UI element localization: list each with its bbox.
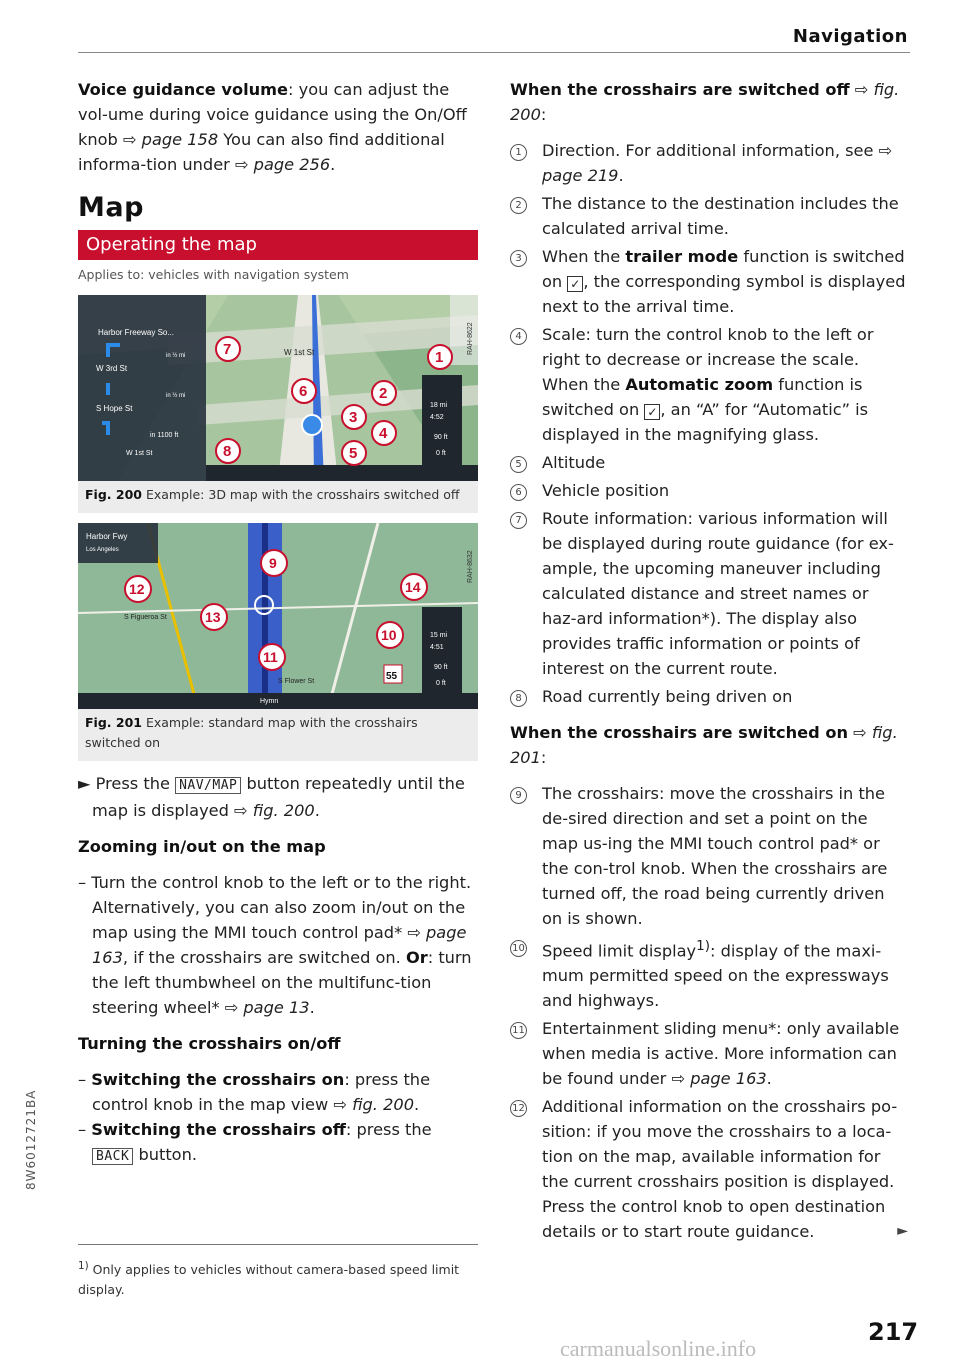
map-street-label: W 1st St — [284, 348, 315, 357]
zoom-text: – Turn the control knob to the left or to the right. Alternatively, you can also zoom in/out on the map using the MMI touch control pad* — [78, 873, 472, 942]
number-circle-icon: 1 — [510, 144, 527, 161]
page-number: 217 — [868, 1318, 919, 1346]
voice-text: . — [330, 155, 336, 174]
legend-off-list — [510, 138, 908, 709]
hymn-label: Hymn — [260, 698, 279, 705]
legend-item-4 — [510, 322, 908, 447]
panel-title: Harbor Freeway So... — [98, 328, 175, 337]
press-instruction — [78, 771, 478, 823]
map-3d-image — [78, 295, 478, 481]
on-text: : press the control knob in the map view — [92, 1070, 431, 1114]
street-3: W 1st St — [126, 450, 153, 457]
legend-item-11 — [510, 1016, 908, 1091]
document-code: 8W6012721BA — [24, 1089, 38, 1190]
footnote-text: Only applies to vehicles without camera-based speed limit display. — [78, 1262, 460, 1298]
turn-distance-3: in 1100 ft — [150, 432, 179, 439]
crosshairs-off-item: – Switching the crosshairs off: press the BACK button. — [78, 1120, 432, 1164]
off-label: Switching the crosshairs off — [91, 1120, 346, 1139]
arrival-time: 4:51 — [430, 644, 444, 651]
fig-ref[interactable]: ⇨ fig. 200 — [333, 1095, 414, 1114]
callout-2: 2 — [379, 385, 388, 402]
figure-code: RAH-8632 — [467, 550, 474, 583]
street-flower: S Flower St — [278, 678, 315, 685]
street-2: S Hope St — [96, 404, 133, 413]
panel-title: Harbor Fwy — [86, 532, 128, 541]
legend-item-6 — [510, 478, 908, 503]
voice-text: : you can adjust the vol-ume during voice guidance using the On/Off knob — [78, 80, 467, 149]
callout-6: 6 — [299, 383, 308, 400]
on-text: . — [414, 1095, 420, 1114]
number-circle-icon: 7 — [510, 512, 527, 529]
callout-14: 14 — [405, 579, 421, 595]
legend-item-1 — [510, 138, 908, 188]
checkbox-checked-icon: ✓ — [644, 404, 660, 420]
number-circle-icon: 2 — [510, 197, 527, 214]
legend-text: , the corresponding symbol is displayed next to the arrival time. — [542, 272, 906, 316]
crosshairs-heading: Turning the crosshairs on/off — [78, 1034, 341, 1053]
number-circle-icon: 6 — [510, 484, 527, 501]
legend-text: Direction. For additional information, see — [542, 141, 879, 160]
press-text: ► Press the — [78, 774, 176, 793]
press-text: . — [314, 801, 320, 820]
callout-7: 7 — [223, 341, 232, 358]
speed-limit-sign: 55 — [386, 671, 398, 682]
legend-item-8 — [510, 684, 908, 709]
callout-8: 8 — [223, 443, 232, 460]
callout-11: 11 — [263, 649, 278, 665]
figure-200-caption — [78, 481, 478, 513]
on-heading: When the crosshairs are switched on ⇨ fig. 201: — [510, 723, 898, 767]
figure-200 — [78, 295, 478, 513]
legend-item-9 — [510, 781, 908, 931]
caption-text: Example: standard map with the crosshairs switched on — [85, 715, 418, 750]
footnote — [78, 1256, 478, 1300]
crosshairs-on-item: – Switching the crosshairs on: press the control knob in the map view ⇨ fig. 200. — [78, 1070, 431, 1114]
off-text: : press the — [345, 1120, 432, 1139]
legend-text: function is switched on — [542, 375, 863, 419]
number-circle-icon: 4 — [510, 328, 527, 345]
legend-text: , an “A” for “Automatic” is displayed in the magnifying glass. — [542, 400, 869, 444]
legend-text: . — [618, 166, 624, 185]
scale-readout: 90 ft — [434, 434, 448, 441]
legend-bold: trailer mode — [625, 247, 739, 266]
distance-readout: 15 mi — [430, 632, 448, 639]
left-column — [78, 77, 478, 1169]
page-ref[interactable]: ⇨ page 163 — [671, 1069, 767, 1089]
footnote-rule — [78, 1244, 478, 1245]
legend-text: Vehicle position — [542, 481, 670, 500]
fig-ref[interactable]: ⇨ fig. 200 — [234, 801, 315, 820]
zoom-or: Or — [405, 948, 428, 967]
figure-201-caption — [78, 709, 478, 761]
turn-distance-1: in ½ mi — [166, 353, 186, 359]
legend-text: Route information: various information will be displayed during route guidance (for ex-ample, the upcoming maneuver including calculated distance and street names or haz-ard information*). The display also provides traffic information or points of interest on the current route. — [542, 509, 894, 678]
panel-subtitle: Los Angeles — [86, 547, 119, 553]
off-heading-text: When the crosshairs are switched off — [510, 80, 850, 99]
legend-item-5 — [510, 450, 908, 475]
page-ref[interactable]: ⇨ page 13 — [224, 998, 310, 1017]
voice-paragraph — [78, 77, 478, 177]
legend-item-10 — [510, 934, 908, 1013]
fig-ref[interactable]: ⇨ fig. 201 — [510, 723, 898, 767]
number-circle-icon: 11 — [510, 1022, 527, 1039]
map-standard-image — [78, 523, 478, 709]
nav-map-key: NAV/MAP — [175, 777, 241, 794]
page-ref[interactable]: ⇨ page 256 — [234, 155, 331, 174]
distance-readout: 18 mi — [430, 402, 448, 409]
arrival-time: 4:52 — [430, 414, 444, 421]
street-figueroa: S Figueroa St — [124, 614, 167, 621]
number-circle-icon: 3 — [510, 250, 527, 267]
caption-text: Example: 3D map with the crosshairs switched off — [145, 487, 460, 502]
continue-arrow-icon: ► — [897, 1223, 908, 1240]
legend-text: Scale: turn the control knob to the left or right to decrease or increase the scale. When the — [542, 325, 874, 394]
checkbox-checked-icon: ✓ — [567, 276, 583, 292]
callout-12: 12 — [129, 581, 145, 597]
section-title: Navigation — [792, 26, 908, 47]
watermark: carmanualsonline.info — [560, 1336, 757, 1361]
number-circle-icon: 8 — [510, 690, 527, 707]
zoom-text: . — [309, 998, 315, 1017]
legend-text: The distance to the destination includes the calculated arrival time. — [542, 194, 899, 238]
zoom-paragraph — [78, 870, 478, 1020]
legend-text: The crosshairs: move the crosshairs in the de-sired direction and set a point on the map us-ing the MMI touch control pad* or the con-trol knob. When the crosshairs are turned off, the road being currently driven on is shown. — [542, 784, 888, 928]
number-circle-icon: 5 — [510, 456, 527, 473]
back-key: BACK — [92, 1148, 133, 1165]
page-ref[interactable]: ⇨ page 158 — [122, 130, 219, 149]
map-heading: Map — [78, 192, 144, 223]
legend-text: Additional information on the crosshairs po-sition: if you move the crosshairs to a loca-tion on the map, available information for the current crosshairs position is displayed. Press the control knob to open destination details or to start route guidance. — [542, 1097, 898, 1242]
number-circle-icon: 10 — [510, 940, 527, 957]
callout-13: 13 — [205, 609, 221, 625]
legend-text: . — [766, 1069, 772, 1089]
callout-10: 10 — [381, 627, 397, 643]
legend-item-3 — [510, 244, 908, 319]
voice-text: You can also find additional informa-tion under — [78, 130, 445, 174]
header-rule — [78, 52, 910, 53]
callout-1: 1 — [435, 349, 444, 366]
page-ref[interactable]: ⇨ page 163 — [92, 923, 467, 967]
zoom-heading: Zooming in/out on the map — [78, 837, 326, 856]
fig-ref[interactable]: ⇨ fig. 200 — [510, 80, 900, 124]
legend-text: Speed limit display — [542, 941, 697, 961]
figure-201 — [78, 523, 478, 761]
legend-text: When the — [542, 247, 626, 266]
number-circle-icon: 9 — [510, 787, 527, 804]
applies-note: Applies to: vehicles with navigation system — [78, 267, 349, 282]
voice-label: Voice guidance volume — [78, 80, 289, 99]
press-text: button repeatedly until the map is displayed — [92, 774, 465, 820]
callout-9: 9 — [269, 555, 277, 571]
number-circle-icon: 12 — [510, 1100, 527, 1117]
on-label: Switching the crosshairs on — [91, 1070, 345, 1089]
right-column — [510, 77, 908, 1244]
section-bar: Operating the map — [78, 230, 478, 260]
legend-text: function is switched on — [542, 247, 905, 291]
zoom-text: , if the crosshairs are switched on. — [122, 948, 406, 967]
legend-on-list — [510, 781, 908, 1244]
legend-bold: Automatic zoom — [625, 375, 774, 394]
street-1: W 3rd St — [96, 364, 128, 373]
page-ref[interactable]: ⇨ page 219 — [542, 141, 893, 185]
off-heading: When the crosshairs are switched off ⇨ fig. 200: — [510, 80, 900, 124]
legend-item-7 — [510, 506, 908, 681]
off-text: button. — [133, 1145, 197, 1164]
caption-label: Fig. 200 — [85, 487, 142, 502]
legend-text: Altitude — [542, 453, 606, 472]
scale-readout: 90 ft — [434, 664, 448, 671]
on-heading-text: When the crosshairs are switched on — [510, 723, 848, 742]
caption-label: Fig. 201 — [85, 715, 142, 730]
callout-4: 4 — [379, 425, 388, 442]
footnote-mark: 1) — [78, 1260, 89, 1272]
zoom-text: : turn the left thumbwheel on the multifunc-tion steering wheel* — [92, 948, 472, 1017]
legend-item-2 — [510, 191, 908, 241]
legend-text: : display of the maxi-mum permitted speed on the expressways and highways. — [542, 941, 889, 1011]
figure-code: RAH-8622 — [467, 322, 474, 355]
callout-3: 3 — [349, 409, 358, 426]
legend-text: Entertainment sliding menu*: only available when media is active. More information can be found under — [542, 1019, 900, 1089]
turn-distance-2: in ½ mi — [166, 393, 186, 399]
footnote-mark: 1) — [696, 938, 710, 954]
legend-item-12 — [510, 1094, 908, 1244]
callout-5: 5 — [349, 445, 358, 462]
legend-text: Road currently being driven on — [542, 687, 793, 706]
altitude-readout: 0 ft — [436, 450, 446, 457]
altitude-readout: 0 ft — [436, 680, 446, 687]
